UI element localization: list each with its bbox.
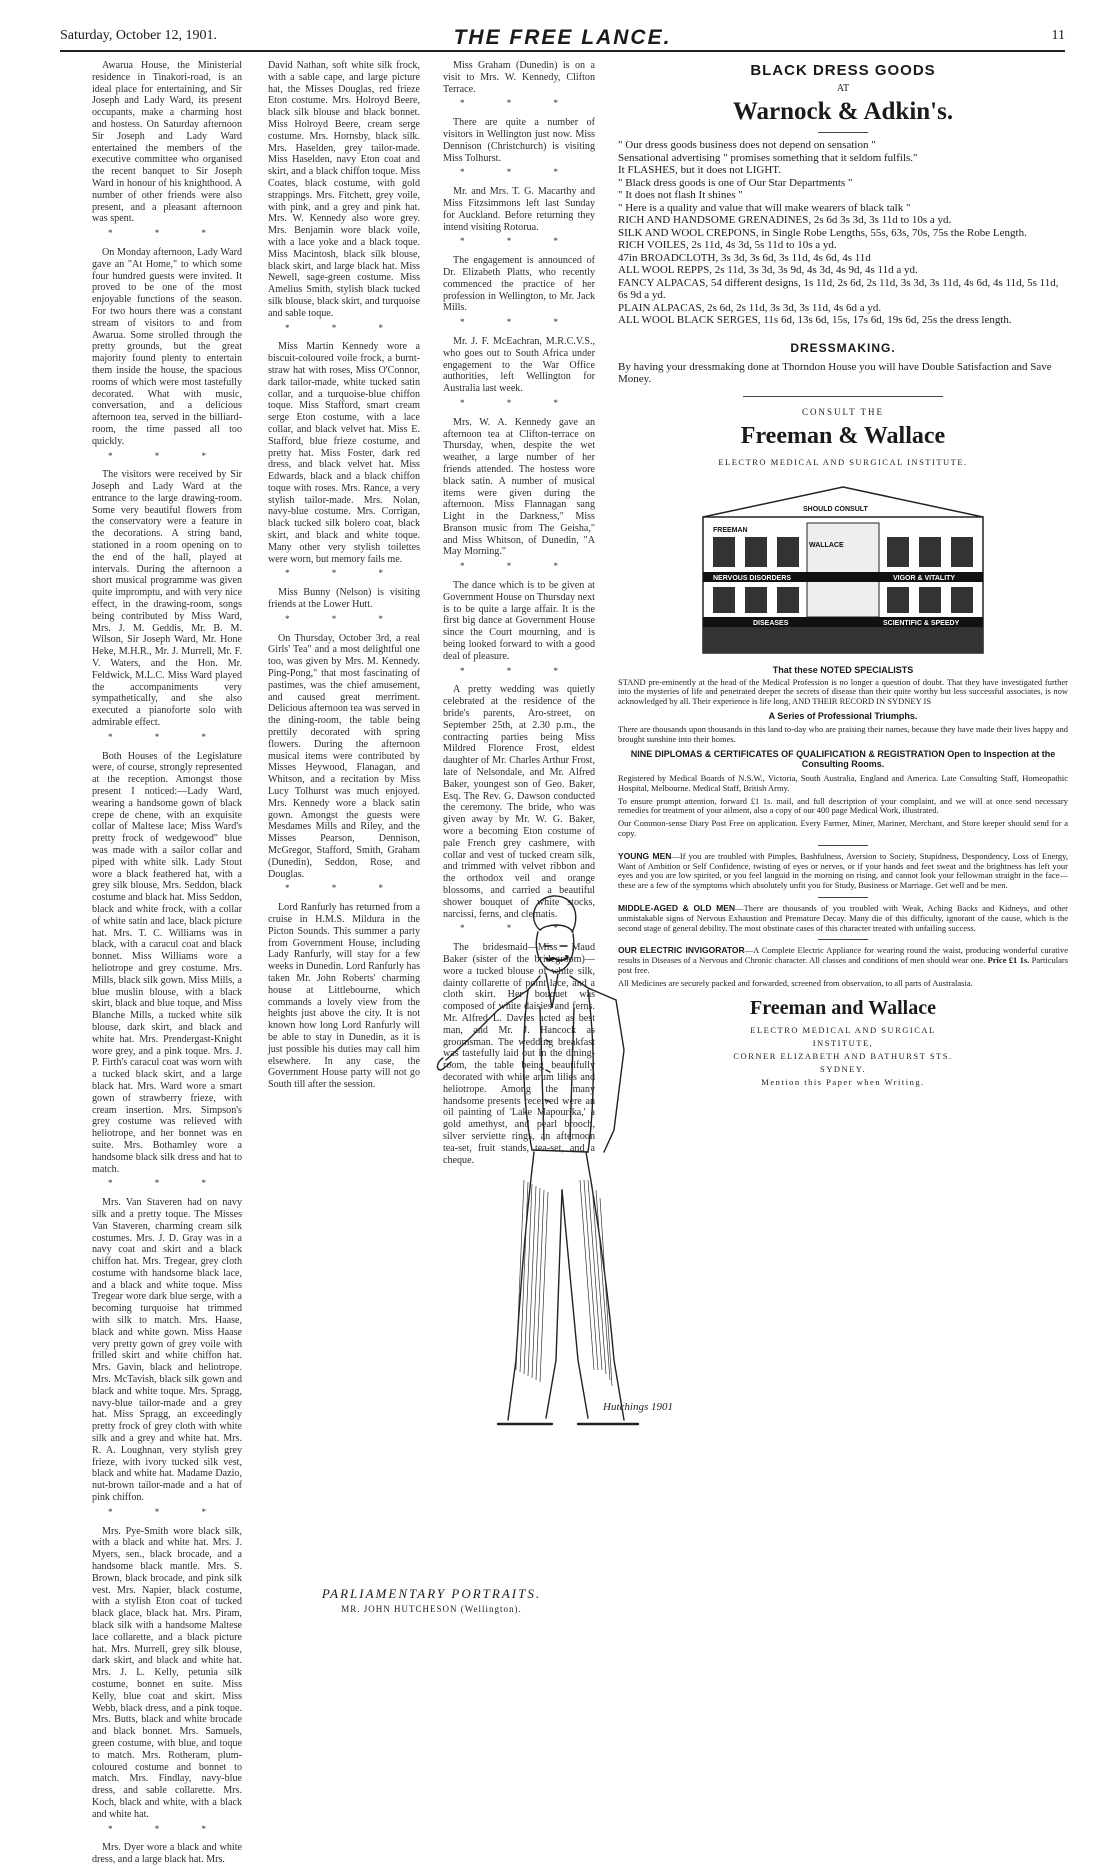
paragraph: Mr. J. F. McEachran, M.R.C.V.S., who goes out to South Africa under engagement to the War Office authorities, left Wellington for Australia last week. bbox=[443, 335, 595, 395]
dressmaking-title: DRESSMAKING. bbox=[790, 340, 896, 355]
paragraph: On Thursday, October 3rd, a real Girls' Tea" and a most delightful one too, was given by Mrs. M. Kennedy. Ping-Pong," that most fascinating of pastimes, was the chief amusement, and caused great merriment. Delicious afternoon tea was served in the dining-room, the table being prettily decorated with spring flowers. During the afternoon musical items were contributed by Misses Heywood, Flanagan, and Whitson, and a recitation by Miss Lucy Tolhurst was much enjoyed. Mrs. Kennedy wore a black satin gown. Amongst the guests were Mesdames Mills and Riley, and the Misses Pearson, Dennison, McGregor, Stafford, Smith, Graham (Dunedin), Seddon, Rose, and Douglas. bbox=[268, 632, 420, 880]
building-sign: SHOULD CONSULT bbox=[803, 505, 868, 513]
dressmaking-text: By having your dressmaking done at Thorndon House you will have Double Satisfaction and Save Money. bbox=[618, 360, 1052, 385]
building-sign: FREEMAN bbox=[713, 526, 748, 534]
young-men-section bbox=[618, 852, 1068, 891]
divider bbox=[818, 897, 868, 898]
ad-line: 47in BROADCLOTH, 3s 3d, 3s 6d, 3s 11d, 4s 6d, 4s 11d bbox=[618, 251, 871, 264]
mention-paper: Mention this Paper when Writing. bbox=[761, 1076, 925, 1087]
separator-stars: * * * bbox=[460, 167, 578, 178]
ad-line: PLAIN ALPACAS, 2s 6d, 2s 11d, 3s 3d, 3s 11d, 4s 6d a yd. bbox=[618, 301, 882, 314]
illustration-subcaption: MR. JOHN HUTCHESON (Wellington). bbox=[341, 1604, 522, 1614]
issue-date: Saturday, October 12, 1901. bbox=[60, 28, 217, 43]
registered-text: Registered by Medical Boards of N.S.W., Victoria, South Australia, England and America. Late Consulting Staff, Homeopathic Hospital, Melbourne. Medical Staff, British Army. bbox=[618, 772, 1068, 793]
price: Price £1 1s. bbox=[987, 955, 1030, 966]
diplomas-heading: NINE DIPLOMAS & CERTIFICATES OF QUALIFICATION & REGISTRATION Open to Inspection at the Consulting Rooms. bbox=[630, 748, 1056, 770]
ad-line: RICH VOILES, 2s 11d, 4s 3d, 5s 11d to 10s a yd. bbox=[618, 239, 837, 251]
separator-stars: * * * bbox=[460, 561, 578, 572]
paragraph: The dance which is to be given at Government House on Thursday next is to be quite a large affair. It is the first big dance at Government House since the Court mourning, and is being looked forward to with a good deal of pleasure. bbox=[443, 580, 595, 662]
separator-stars: * * * bbox=[460, 236, 578, 247]
paragraph: The visitors were received by Sir Joseph and Lady Ward at the entrance to the large drawing-room. Some very beautiful flowers from the conservatory were a feature in the decorations. A string band, stationed in a room opening on to the end of the hall, played at intervals. During the afternoon a short musical programme was given quite impromptu, and with very nice effect, in the drawing-room, songs being contributed by Miss Ward, Mrs. J. M. Geddis, Mr. B. M. Wilson, Sir Joseph Ward, Mr. Hone Heke, M.H.R., Mr. J. Murrell, Mr. F. V. Waters, and the Hon. Mr. Feldwick, M.L.C. Miss Ward played the accompaniments very sympathetically, and she also executed a pianoforte solo with admirable effect. bbox=[92, 469, 242, 729]
building-sign: SCIENTIFIC & SPEEDY bbox=[883, 619, 960, 627]
thousands-text: There are thousands upon thousands in this land to-day who are praising their names, because they have made their lives happy and brought sunshine into their homes. bbox=[618, 724, 1068, 745]
attention-text: To ensure prompt attention, forward £1 1s. mail, and full description of your complaint, and we will at once send necessary remedies for treatment of your ailment, also a copy of our 400 page Medical Work, illustrated. bbox=[618, 795, 1068, 816]
page-header bbox=[60, 26, 1065, 48]
separator-stars: * * * bbox=[108, 1178, 226, 1189]
separator-stars: * * * bbox=[108, 1506, 226, 1517]
separator-stars: * * * bbox=[460, 317, 578, 328]
divider bbox=[818, 939, 868, 940]
ad-line: FANCY ALPACAS, 54 different designs, 1s 11d, 2s 6d, 2s 11d, 3s 3d, 3s 11d, 4s 6d, 4s 11d, 5s 11d, 6s 9d a yd. bbox=[618, 276, 1059, 301]
young-men-text: —If you are troubled with Pimples, Bashfulness, Aversion to Society, Stupidness, Despondency, Loss of Energy, Want of Ambition or Self Confidence, twisting of eyes or nerves, or if your hands and feet sweat and the brightness has left your eyes and you are low spirited, or you feel languid in the morning on rising, and cannot look your fellowman straight in the face—these are a few of the symptoms which absolutely unfit you for Study, Business or Marriage. Get well and be men. bbox=[618, 850, 1068, 891]
separator-stars: * * * bbox=[285, 568, 403, 579]
paragraph: A pretty wedding was quietly celebrated at the residence of the bride's parents, Aro-street, on September 25th, at 2.30 p.m., the contracting parties being Miss Mildred Florence Frost, eldest daughter of Mr. Charles Arthur Frost, late of Nelsondale, and Mr. Alfred Baker, youngest son of Geo. Baker, Esq. The Rev. G. Dawson conducted the ceremony. The bride, who was given away by Mr. W. G. Baker, wore a becoming Eton costume of pale French grey cashmere, with collar and vest of tucked cream silk, and trimmed with velvet ribbon and the orthodox veil and orange blossoms, and carried a beautiful shower bouquet of white stocks, narcissi, ferns, and clematis. bbox=[443, 684, 595, 920]
advertisement-column bbox=[618, 56, 1068, 1631]
ad-price-list bbox=[618, 139, 1068, 327]
column-2 bbox=[268, 60, 420, 1091]
paragraph: Miss Martin Kennedy wore a biscuit-coloured voile frock, a burnt-straw hat with roses, Miss O'Connor, dark tailor-made, white tucked satin collar, and a turquoise-blue chiffon toque. Miss Stafford, smart cream serge Eton costume, with a lace collar, and black velvet hat. Miss E. Stafford, blue frieze costume, and pretty hat. Miss Foster, dark red dress, and black velvet hat. Miss Edwards, black and a black chiffon toque with roses. Mrs. Rance, a very stylish tailor-made. Mrs. Nolan, navy-blue costume. Mrs. Corrigan, black tucked silk bolero coat, black skirt, and black and white toque. Many other very stylish toilettes were worn, but memory fails me. bbox=[268, 341, 420, 565]
ad-line: Sensational advertising " promises something that it seldom fulfils." bbox=[618, 151, 918, 164]
electric-heading: OUR ELECTRIC INVIGORATOR bbox=[618, 945, 745, 956]
triumphs-heading: A Series of Professional Triumphs. bbox=[768, 710, 918, 721]
paragraph: Mrs. W. A. Kennedy gave an afternoon tea at Clifton-terrace on Thursday, when, despite the wet weather, a large number of her friends attended. The hostess wore black satin. A number of musical items were given during the afternoon. Miss Flannagan sang Light in the Darkness," Miss Branson music from The Geisha," and Miss Whitson, of Dunedin, "A May Morning." bbox=[443, 416, 595, 558]
ad-line: RICH AND HANDSOME GRENADINES, 2s 6d 3s 3d, 3s 11d to 10s a yd. bbox=[618, 214, 952, 226]
electric-text: —A Complete Electric Appliance for wearing round the waist, producing wonderful curative results in Diseases of a Nervous and Chronic character. All classes and conditions of men should wear one. bbox=[618, 945, 1068, 966]
separator-stars: * * * bbox=[460, 923, 578, 934]
paragraph: David Nathan, soft white silk frock, with a sable cape, and large picture hat, the Misses Douglas, red frieze Eton costume. Mrs. Holroyd Beere, black silk blouse and black bonnet. Miss Holroyd Beere, cream serge costume. Mrs. Hornsby, black silk. Mrs. Haselden, grey tailor-made. Miss Haselden, navy Eton coat and skirt, and a black chiffon toque. Miss Coates, black costume, with gold strappings. Mrs. Fitchett, grey voile, with pink, and a grey and pink hat. Mrs. W. Kennedy also wore grey. Mrs. Benjamin wore black voile, with a lace yoke and a black toque. Miss Macintosh, black silk blouse, black skirt, and large black hat. Miss Newell, sage-green costume. Miss Amelius Smith, stylish black tucked silk blouse, black skirt, and turquoise and sable toque. bbox=[268, 60, 420, 319]
building-sign: WALLACE bbox=[809, 541, 844, 549]
institute-label: ELECTRO MEDICAL AND SURGICAL INSTITUTE. bbox=[718, 456, 968, 467]
separator-stars: * * * bbox=[108, 731, 226, 742]
paragraph: Miss Bunny (Nelson) is visiting friends at the Lower Hutt. bbox=[268, 587, 420, 611]
ad-firm: Warnock & Adkin's. bbox=[732, 98, 954, 125]
illustration-caption: PARLIAMENTARY PORTRAITS. bbox=[321, 1586, 542, 1601]
paragraph: Both Houses of the Legislature were, of course, strongly represented at the reception. Amongst those present I noticed:—Lady Ward, wearing a handsome gown of black crepe de chene, with an exquisite collar of Maltese lace; Miss Ward's pretty frock of wedgewood" blue was made with a sailor collar and piped with white silk. Lady Stout wore a black feathered hat, with a grey silk blouse, Mrs. Seddon, black costume and black hat. Miss Seddon, black and white frock, with a collar of white satin and lace, black picture hat. Mrs. T. C. Williams was in black, with a caracul coat and black bonnet. Miss Williams wore a heliotrope and grey costume. Mrs. Mills, black silk gown. Miss Mills, a blue muslin blouse, with a black skirt, black and blue toque, and Miss Blanche Mills, a tucked white silk blouse, dark skirt, and black and white hat. Mrs. Prendergast-Knight wore grey, and a pink toque. Mrs. J. P. Firth's caracul coat was worn with a tucked black skirt, and a large black hat. Mrs. Ward wore a smart gown of strawberry frieze, with cream insertion. Mrs. Simpson's grey costume was relieved with heliotrope, and her bonnet was en suite. Mrs. Bothamley wore a handsome black silk dress and hat to match. bbox=[92, 750, 242, 1175]
ad-line: ALL WOOL REPPS, 2s 11d, 3s 3d, 3s 9d, 4s 3d, 4s 9d, 4s 11d a yd. bbox=[618, 264, 918, 276]
middle-aged-text: —There are thousands of you troubled with Weak, Aching Backs and Kidneys, and other unmistakable signs of Nervous Exhaustion and Premature Decay. Many die of this difficulty, ignorant of the cause, which is the second stage of general debility. The most obstinate cases of this character treated with unfailing success. bbox=[618, 902, 1068, 933]
page-number: 11 bbox=[1051, 28, 1065, 43]
paragraph: Mrs. Dyer wore a black and white dress, and a large black hat. Mrs. bbox=[92, 1842, 242, 1866]
building-sign: NERVOUS DISORDERS bbox=[713, 574, 792, 582]
paragraph: Mrs. Van Staveren had on navy silk and a pretty toque. The Misses Van Staveren, charming cream silk costumes. Mrs. J. D. Gray was in a navy coat and skirt and a black chiffon hat. Mrs. Tregear, grey cloth costume with handsome black lace, and a black and white toque. Miss Tregear wore dark blue serge, with a becoming turquoise hat trimmed with silk to match. Mrs. Haase, black and white gown. Miss Haase very pretty gown of grey voile with frilled skirt and white chiffon hat. Mrs. Gavin, black and heliotrope. Mrs. McTavish, black silk gown and black and white toque. Mrs. Spragg, navy-blue tailor-made and a grey hat. Miss Spragg, an exceedingly pretty frock of grey cloth with white silk and a grey and white hat. Mrs. R. A. Loughnan, very stylish grey frieze, with ivory tucked silk vest, black and white hat. Madame Dazio, nut-brown tailor-made and a hat of pink chiffon. bbox=[92, 1197, 242, 1504]
specialists-text: STAND pre-eminently at the head of the Medical Profession is no longer a question of doubt. That they have investigated further into the mysteries of life and penetrated deeper the secrets of disease than their quite worthy but less successful associates, is now acknowledged by all. Their experience is life long, AND THEIR RECORD IN SYDNEY IS bbox=[618, 676, 1068, 707]
newspaper-title: THE FREE LANCE. bbox=[453, 26, 672, 49]
separator-stars: * * * bbox=[460, 397, 578, 408]
building-sign: DISEASES bbox=[753, 619, 789, 627]
ad-line: SILK AND WOOL CREPONS, in Single Robe Lengths, 55s, 63s, 70s, 75s the Robe Length. bbox=[618, 226, 1027, 239]
separator-stars: * * * bbox=[108, 1823, 226, 1834]
column-3 bbox=[443, 60, 595, 1166]
freeman-wallace-footer-title: Freeman and Wallace bbox=[750, 996, 936, 1019]
building-sign: VIGOR & VITALITY bbox=[893, 574, 956, 582]
ad-line: " It does not flash It shines " bbox=[618, 189, 743, 201]
ad-headline: BLACK DRESS GOODS bbox=[750, 62, 936, 79]
paragraph: Mr. and Mrs. T. G. Macarthy and Miss Fitzsimmons left last Sunday for Auckland. Before returning they intend visiting Rotorua. bbox=[443, 186, 595, 233]
paragraph: There are quite a number of visitors in Wellington just now. Miss Dennison (Christchurch) is visiting Miss Tolhurst. bbox=[443, 117, 595, 164]
commonsense-text: Our Common-sense Diary Post Free on application. Every Farmer, Miner, Mariner, Merchant, and Store keeper should send for a copy. bbox=[618, 818, 1068, 838]
freeman-wallace-title: Freeman & Wallace bbox=[740, 422, 946, 449]
artist-signature: Hutchings 1901 bbox=[603, 1401, 673, 1413]
column-1 bbox=[92, 60, 242, 1866]
ad-at: AT bbox=[836, 83, 850, 94]
middle-aged-section bbox=[618, 904, 1068, 933]
paragraph: On Monday afternoon, Lady Ward gave an "At Home," to which some four hundred guests were invited. It proved to be one of the most enjoyable functions of the season. For two hours there was a constant stream of visitors to and from Awarua. Some strolled through the pretty grounds, but the great majority found plenty to entertain them inside the house, the spacious rooms of which were most tastefully decorated. What with music, conversation, and a delicious afternoon tea, served in the billiard-room, the time passed all too quickly. bbox=[92, 246, 242, 447]
separator-stars: * * * bbox=[285, 883, 403, 894]
paragraph: Mrs. Pye-Smith wore black silk, with a black and white hat. Mrs. J. Myers, sen., black brocade, and a handsome black mantle. Mrs. S. Brown, black brocade, and pink silk vest. Mrs. Napier, black costume, with a stylish Eton coat of tucked black glace, black hat. Mrs. Piram, black silk with a handsome Maltese lace collarette, and a black picture hat. Mrs. Murrell, grey silk blouse, dark skirt, and black and white hat. Mrs. J. L. Kelly, petunia silk costume, bonnet en suite. Miss Kelly, blue coat and skirt. Miss Webb, black dress, and a pink toque. Mrs. Butts, black and white brocade and black bonnet. Mrs. Samuels, green costume, with blue, and toque to match. Mrs. Rotheram, plum-coloured costume and bonnet to match. Mrs. Findlay, navy-blue dress, and sable collarette. Mrs. Koch, black and white, with a black and white hat. bbox=[92, 1525, 242, 1820]
particulars: Particulars post free. bbox=[618, 955, 1069, 975]
ad-line: " Black dress goods is one of Our Star Departments " bbox=[618, 176, 853, 189]
ad-line: ALL WOOL BLACK SERGES, 11s 6d, 13s 6d, 15s, 17s 6d, 19s 6d, 25s the dress length. bbox=[618, 314, 1012, 326]
ad-line: " Our dress goods business does not depend on sensation " bbox=[618, 139, 876, 151]
address-line: ELECTRO MEDICAL AND SURGICAL bbox=[750, 1024, 936, 1035]
header-rule bbox=[60, 50, 1065, 52]
consult-label: CONSULT THE bbox=[801, 406, 885, 417]
institute-building-illustration bbox=[693, 477, 993, 657]
address-line: SYDNEY. bbox=[819, 1063, 866, 1074]
divider bbox=[818, 845, 868, 846]
separator-stars: * * * bbox=[460, 665, 578, 676]
middle-aged-heading: MIDDLE-AGED & OLD MEN bbox=[618, 902, 736, 913]
separator-stars: * * * bbox=[460, 98, 578, 109]
address-line: INSTITUTE, bbox=[812, 1037, 874, 1048]
specialists-title: That these NOTED SPECIALISTS bbox=[772, 664, 914, 675]
paragraph: Miss Graham (Dunedin) is on a visit to Mrs. W. Kennedy, Clifton Terrace. bbox=[443, 60, 595, 95]
ad-line: It FLASHES, but it does not LIGHT. bbox=[618, 164, 781, 176]
electric-section bbox=[618, 946, 1068, 975]
paragraph: Lord Ranfurly has returned from a cruise in H.M.S. Mildura in the Picton Sounds. This summer a party from Government House, including Lady Ranfurly, will stay for a few weeks in Dunedin. Lord Ranfurly has taken Mr. John Roberts' charming house at Littlebourne, which commands a lovely view from the heights just above the city. It is not known how long Lord Ranfurly will be able to stay in Dunedin, as it is just possible his duties may call him elsewhere. In any case, the Government House party will not go South till after the session. bbox=[268, 902, 420, 1091]
paragraph: The bridesmaid—Miss Maud Baker (sister of the bridegroom)—wore a tucked blouse of white silk, dainty collarette of point lace, and a cloth skirt. Her bouquet was composed of white daisies and ferns. Mr. Alfred L. Davies acted as best man, and Mr. J. Hancock as groomsman. The wedding breakfast was tastefully laid out in the dining-room, the table being beautifully decorated with white arum lilies and heliotrope. Among the many handsome presents received were an oil painting of 'Lake Mapourika,' a gold amethyst, and pearl brooch, silver serviette rings, an afternoon tea-set, fruit stands, tea-set, and a cheque. bbox=[443, 942, 595, 1166]
medicines-text: All Medicines are securely packed and forwarded, screened from observation, to all parts of Australasia. bbox=[618, 977, 973, 988]
separator-stars: * * * bbox=[285, 613, 403, 624]
separator-stars: * * * bbox=[108, 450, 226, 461]
young-men-heading: YOUNG MEN bbox=[618, 850, 672, 861]
divider bbox=[818, 132, 868, 133]
address-line: CORNER ELIZABETH AND BATHURST STS. bbox=[733, 1050, 953, 1061]
paragraph: The engagement is announced of Dr. Elizabeth Platts, who recently commenced the practice of her profession in Wellington, to Mr. Jack Mills. bbox=[443, 255, 595, 314]
separator-stars: * * * bbox=[285, 322, 403, 333]
divider bbox=[743, 396, 943, 397]
separator-stars: * * * bbox=[108, 228, 226, 239]
paragraph: Awarua House, the Ministerial residence in Tinakori-road, is an ideal place for entertaining, and Sir Joseph and Lady Ward, its present occupants, make a charming host and hostess. On Saturday afternoon Sir Joseph and Lady Ward entertained the members of the executive committee who organised the recent banquet to Sir Joseph Ward in honour of his knighthood. A number of other friends were also present, and a pleasant afternoon was spent. bbox=[92, 60, 242, 225]
ad-line: " Here is a quality and value that will make wearers of black talk " bbox=[618, 201, 911, 214]
